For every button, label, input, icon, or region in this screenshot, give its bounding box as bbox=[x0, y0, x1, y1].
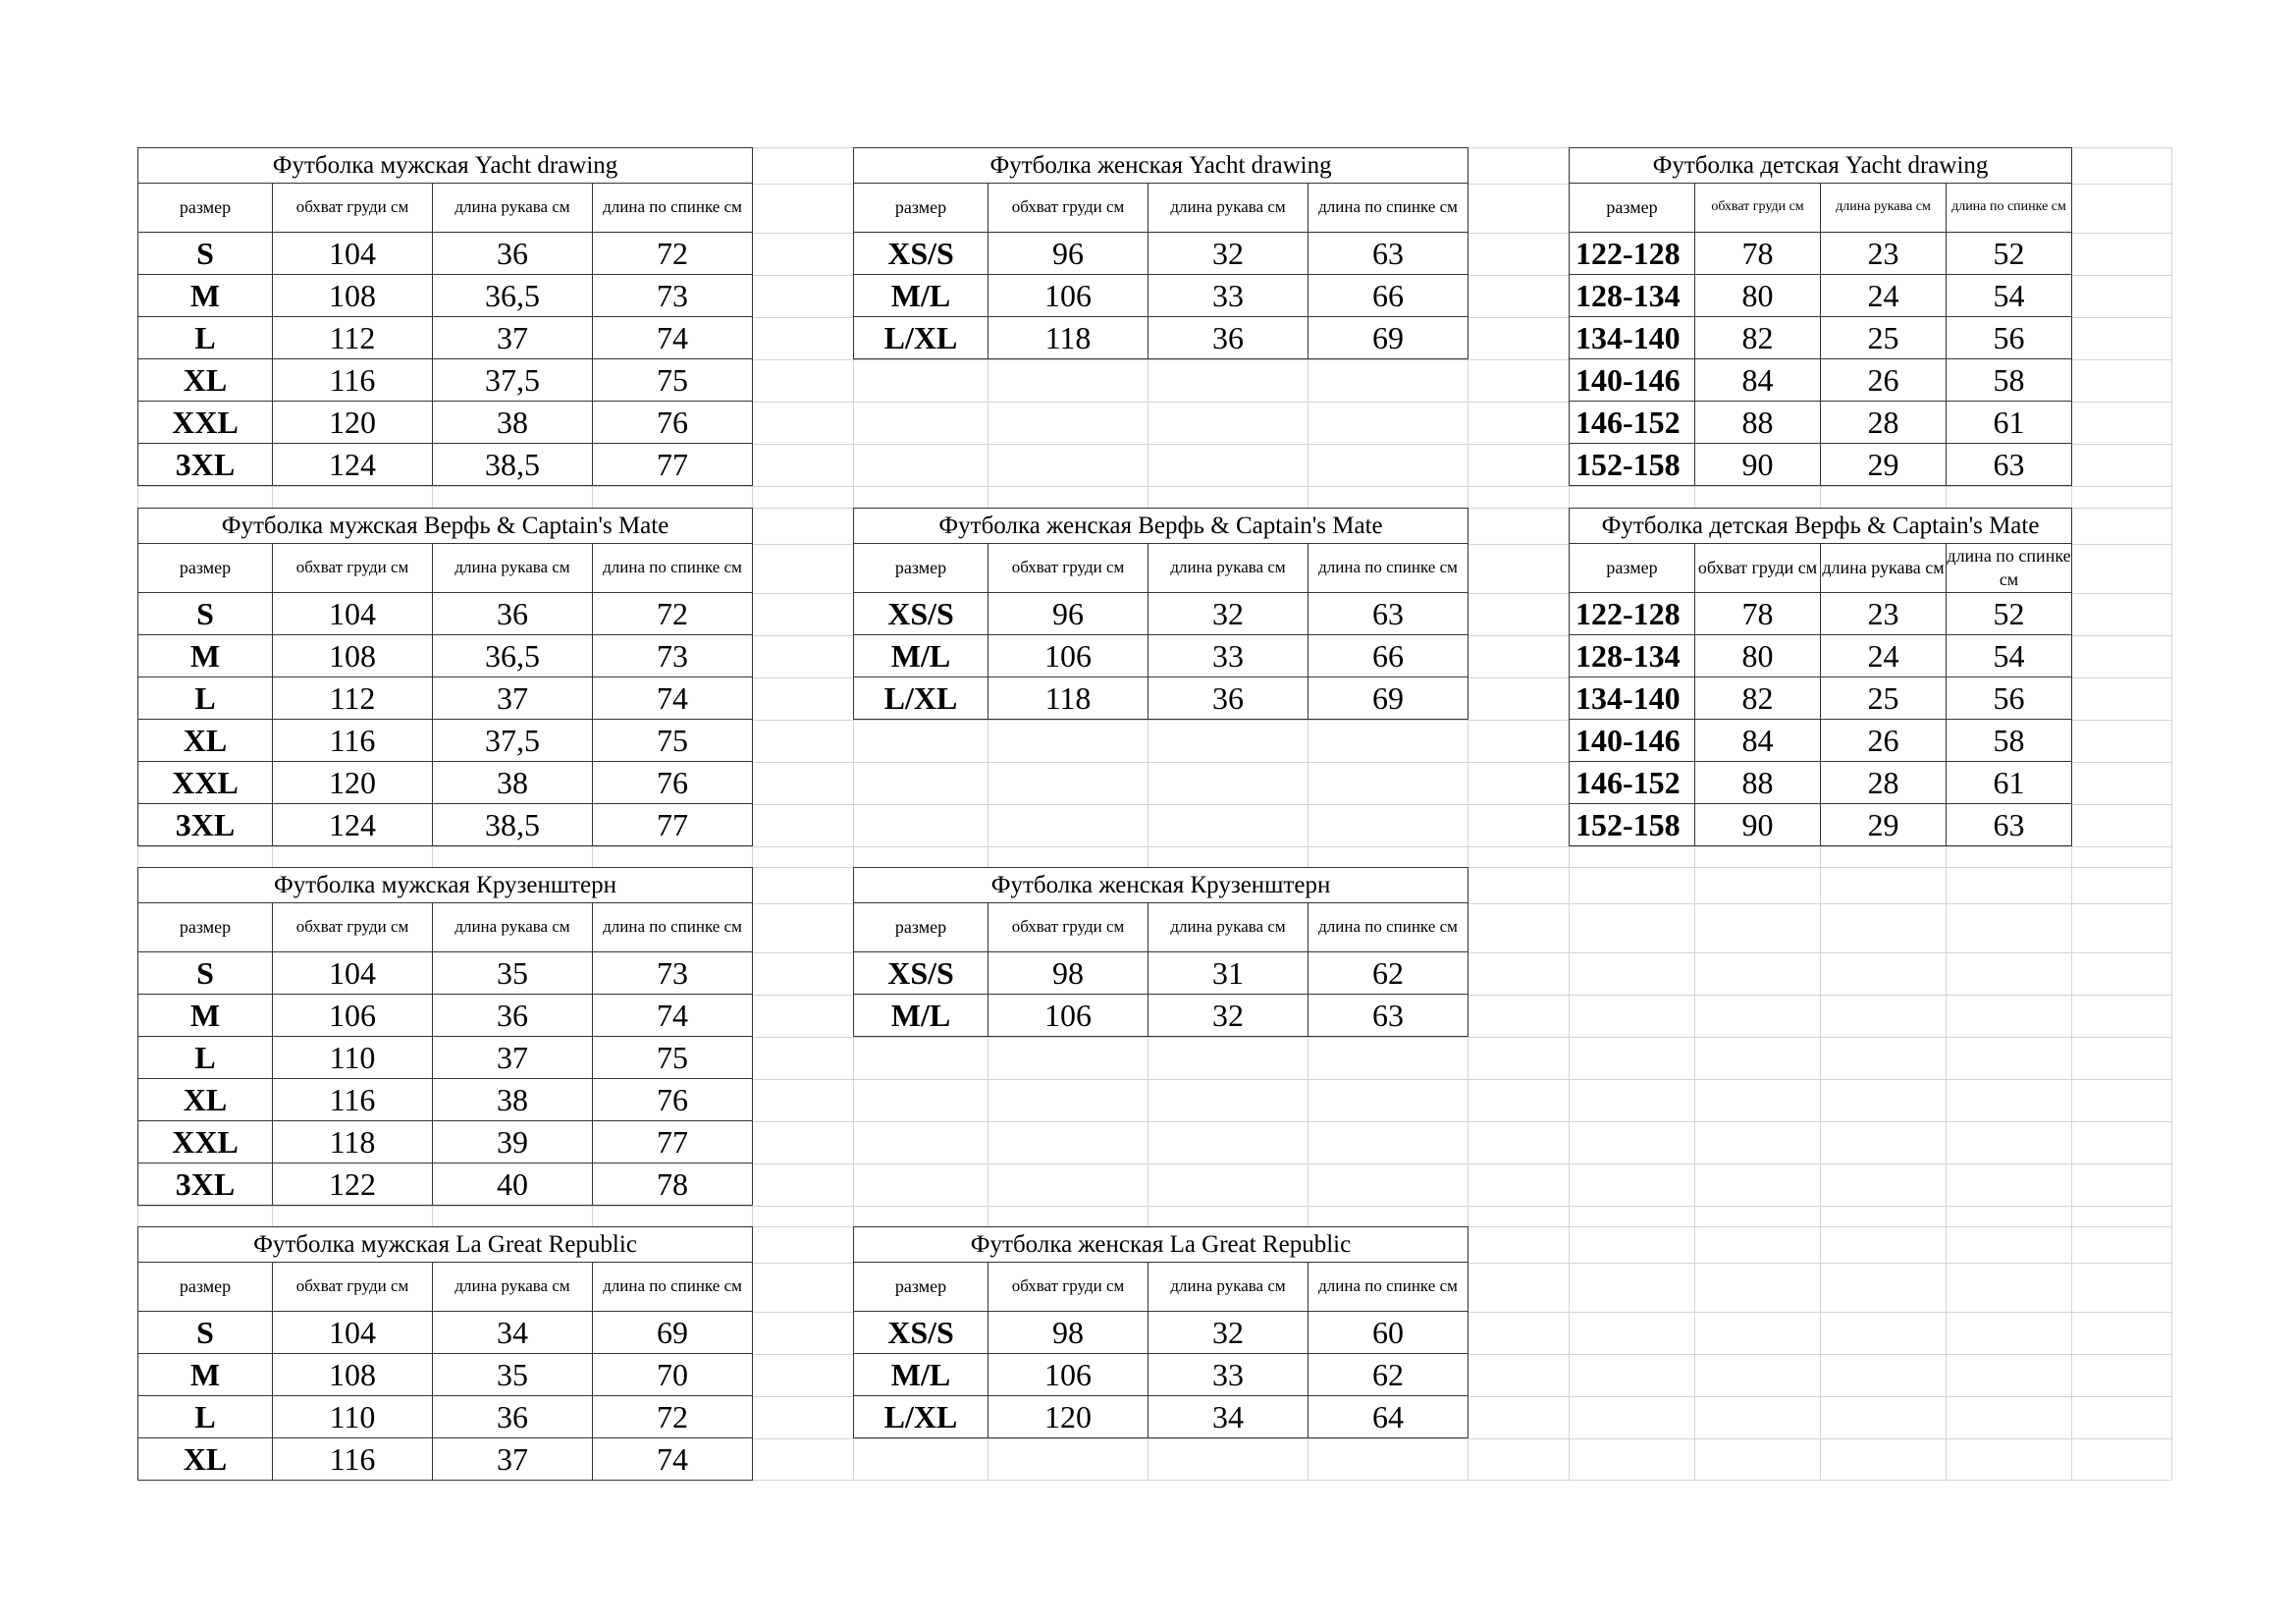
size-cell: 152-158 bbox=[1570, 444, 1695, 486]
size-cell: 146-152 bbox=[1570, 762, 1695, 804]
chest-cell: 88 bbox=[1695, 402, 1821, 444]
size-cell: XXL bbox=[138, 1121, 273, 1163]
back-cell: 70 bbox=[593, 1354, 753, 1396]
chest-cell: 104 bbox=[273, 952, 433, 995]
chest-cell: 96 bbox=[988, 233, 1148, 275]
table-row bbox=[854, 1354, 1468, 1396]
header-sleeve: длина рукава см bbox=[433, 1263, 593, 1312]
header-chest: обхват груди см bbox=[1695, 544, 1821, 593]
size-cell: L bbox=[138, 1396, 273, 1438]
sleeve-cell: 29 bbox=[1821, 804, 1947, 846]
chest-cell: 116 bbox=[273, 359, 433, 402]
table-row bbox=[854, 1312, 1468, 1354]
table-title: Футболка женская Крузенштерн bbox=[854, 868, 1468, 903]
sleeve-cell: 38 bbox=[433, 402, 593, 444]
size-cell: M/L bbox=[854, 275, 988, 317]
header-size: размер bbox=[138, 544, 273, 593]
header-sleeve: длина рукава см bbox=[1148, 903, 1308, 952]
sleeve-cell: 36 bbox=[433, 995, 593, 1037]
back-cell: 76 bbox=[593, 1079, 753, 1121]
size-cell: 152-158 bbox=[1570, 804, 1695, 846]
header-size: размер bbox=[1570, 184, 1695, 233]
chest-cell: 120 bbox=[988, 1396, 1148, 1438]
chest-cell: 120 bbox=[273, 762, 433, 804]
chest-cell: 108 bbox=[273, 635, 433, 677]
header-chest: обхват груди см bbox=[273, 184, 433, 233]
table-row bbox=[1570, 804, 2072, 846]
back-cell: 62 bbox=[1308, 1354, 1468, 1396]
header-sleeve: длина рукава см bbox=[1148, 544, 1308, 593]
header-back: длина по спинке см bbox=[593, 1263, 753, 1312]
table-row bbox=[138, 677, 753, 720]
table-row bbox=[138, 1396, 753, 1438]
table-row bbox=[138, 402, 753, 444]
table-row bbox=[854, 995, 1468, 1037]
sleeve-cell: 36 bbox=[433, 593, 593, 635]
header-sleeve: длина рукава см bbox=[1821, 544, 1947, 593]
back-cell: 63 bbox=[1947, 444, 2072, 486]
back-cell: 69 bbox=[1308, 317, 1468, 359]
table-row bbox=[138, 444, 753, 486]
sleeve-cell: 28 bbox=[1821, 762, 1947, 804]
back-cell: 60 bbox=[1308, 1312, 1468, 1354]
header-size: размер bbox=[854, 184, 988, 233]
table-row bbox=[138, 1354, 753, 1396]
chest-cell: 90 bbox=[1695, 804, 1821, 846]
size-cell: XS/S bbox=[854, 233, 988, 275]
chest-cell: 118 bbox=[988, 317, 1148, 359]
table-row bbox=[1570, 444, 2072, 486]
header-back: длина по спинке см bbox=[1308, 544, 1468, 593]
table-row bbox=[854, 1396, 1468, 1438]
back-cell: 78 bbox=[593, 1163, 753, 1206]
size-cell: L bbox=[138, 1037, 273, 1079]
sleeve-cell: 38 bbox=[433, 1079, 593, 1121]
chest-cell: 80 bbox=[1695, 275, 1821, 317]
size-table-kids-yacht bbox=[1569, 147, 2072, 486]
size-cell: L bbox=[138, 677, 273, 720]
size-cell: L/XL bbox=[854, 1396, 988, 1438]
sleeve-cell: 38,5 bbox=[433, 444, 593, 486]
table-row bbox=[138, 1121, 753, 1163]
chest-cell: 112 bbox=[273, 317, 433, 359]
sleeve-cell: 24 bbox=[1821, 275, 1947, 317]
header-chest: обхват груди см bbox=[988, 903, 1148, 952]
back-cell: 72 bbox=[593, 1396, 753, 1438]
sleeve-cell: 36 bbox=[433, 233, 593, 275]
size-cell: M/L bbox=[854, 995, 988, 1037]
back-cell: 75 bbox=[593, 359, 753, 402]
sleeve-cell: 40 bbox=[433, 1163, 593, 1206]
header-back: длина по спинке см bbox=[1308, 903, 1468, 952]
back-cell: 61 bbox=[1947, 402, 2072, 444]
back-cell: 76 bbox=[593, 762, 753, 804]
chest-cell: 106 bbox=[273, 995, 433, 1037]
size-cell: XXL bbox=[138, 402, 273, 444]
sleeve-cell: 37,5 bbox=[433, 720, 593, 762]
back-cell: 73 bbox=[593, 635, 753, 677]
chest-cell: 112 bbox=[273, 677, 433, 720]
size-table-women-kruzenshtern bbox=[853, 867, 1468, 1037]
sleeve-cell: 23 bbox=[1821, 233, 1947, 275]
sleeve-cell: 24 bbox=[1821, 635, 1947, 677]
header-chest: обхват груди см bbox=[273, 903, 433, 952]
chest-cell: 118 bbox=[988, 677, 1148, 720]
sleeve-cell: 36,5 bbox=[433, 635, 593, 677]
header-back: длина по спинке см bbox=[593, 184, 753, 233]
chest-cell: 124 bbox=[273, 444, 433, 486]
table-row bbox=[138, 995, 753, 1037]
table-row bbox=[854, 677, 1468, 720]
back-cell: 75 bbox=[593, 1037, 753, 1079]
size-cell: M/L bbox=[854, 635, 988, 677]
table-row bbox=[138, 720, 753, 762]
table-row bbox=[854, 635, 1468, 677]
back-cell: 74 bbox=[593, 1438, 753, 1481]
back-cell: 66 bbox=[1308, 635, 1468, 677]
table-row bbox=[138, 952, 753, 995]
header-sleeve: длина рукава см bbox=[1821, 184, 1947, 233]
sleeve-cell: 31 bbox=[1148, 952, 1308, 995]
size-cell: S bbox=[138, 952, 273, 995]
back-cell: 56 bbox=[1947, 317, 2072, 359]
chest-cell: 110 bbox=[273, 1396, 433, 1438]
header-size: размер bbox=[1570, 544, 1695, 593]
back-cell: 73 bbox=[593, 275, 753, 317]
size-table-men-great-republic bbox=[137, 1226, 753, 1481]
back-cell: 66 bbox=[1308, 275, 1468, 317]
back-cell: 63 bbox=[1308, 593, 1468, 635]
back-cell: 77 bbox=[593, 804, 753, 846]
header-chest: обхват груди см bbox=[1695, 184, 1821, 233]
sleeve-cell: 33 bbox=[1148, 635, 1308, 677]
size-cell: 140-146 bbox=[1570, 720, 1695, 762]
back-cell: 62 bbox=[1308, 952, 1468, 995]
back-cell: 73 bbox=[593, 952, 753, 995]
table-row bbox=[138, 359, 753, 402]
chest-cell: 84 bbox=[1695, 720, 1821, 762]
sleeve-cell: 23 bbox=[1821, 593, 1947, 635]
size-cell: 146-152 bbox=[1570, 402, 1695, 444]
sleeve-cell: 26 bbox=[1821, 359, 1947, 402]
back-cell: 52 bbox=[1947, 233, 2072, 275]
size-cell: 3XL bbox=[138, 1163, 273, 1206]
chest-cell: 106 bbox=[988, 1354, 1148, 1396]
sleeve-cell: 28 bbox=[1821, 402, 1947, 444]
sleeve-cell: 32 bbox=[1148, 1312, 1308, 1354]
chest-cell: 120 bbox=[273, 402, 433, 444]
back-cell: 52 bbox=[1947, 593, 2072, 635]
chest-cell: 98 bbox=[988, 1312, 1148, 1354]
chest-cell: 98 bbox=[988, 952, 1148, 995]
table-row bbox=[138, 1438, 753, 1481]
size-table-men-verf bbox=[137, 508, 753, 846]
header-size: размер bbox=[138, 903, 273, 952]
sleeve-cell: 37,5 bbox=[433, 359, 593, 402]
back-cell: 54 bbox=[1947, 275, 2072, 317]
back-cell: 69 bbox=[593, 1312, 753, 1354]
chest-cell: 104 bbox=[273, 1312, 433, 1354]
sleeve-cell: 32 bbox=[1148, 593, 1308, 635]
size-cell: 122-128 bbox=[1570, 593, 1695, 635]
back-cell: 64 bbox=[1308, 1396, 1468, 1438]
sleeve-cell: 32 bbox=[1148, 995, 1308, 1037]
back-cell: 76 bbox=[593, 402, 753, 444]
back-cell: 56 bbox=[1947, 677, 2072, 720]
chest-cell: 104 bbox=[273, 593, 433, 635]
chest-cell: 110 bbox=[273, 1037, 433, 1079]
size-cell: XXL bbox=[138, 762, 273, 804]
table-title: Футболка мужская La Great Republic bbox=[138, 1227, 753, 1263]
chest-cell: 82 bbox=[1695, 317, 1821, 359]
back-cell: 74 bbox=[593, 317, 753, 359]
header-chest: обхват груди см bbox=[988, 544, 1148, 593]
chest-cell: 90 bbox=[1695, 444, 1821, 486]
table-row bbox=[1570, 402, 2072, 444]
table-row bbox=[1570, 720, 2072, 762]
sleeve-cell: 33 bbox=[1148, 1354, 1308, 1396]
sleeve-cell: 34 bbox=[1148, 1396, 1308, 1438]
sleeve-cell: 36 bbox=[1148, 317, 1308, 359]
sleeve-cell: 25 bbox=[1821, 677, 1947, 720]
sleeve-cell: 37 bbox=[433, 677, 593, 720]
size-cell: 140-146 bbox=[1570, 359, 1695, 402]
table-row bbox=[1570, 317, 2072, 359]
chest-cell: 118 bbox=[273, 1121, 433, 1163]
size-cell: L/XL bbox=[854, 317, 988, 359]
chest-cell: 116 bbox=[273, 1438, 433, 1481]
back-cell: 63 bbox=[1947, 804, 2072, 846]
sleeve-cell: 37 bbox=[433, 317, 593, 359]
table-row bbox=[1570, 762, 2072, 804]
sleeve-cell: 38,5 bbox=[433, 804, 593, 846]
back-cell: 77 bbox=[593, 1121, 753, 1163]
table-title: Футболка детская Yacht drawing bbox=[1570, 148, 2072, 184]
header-chest: обхват груди см bbox=[273, 544, 433, 593]
chest-cell: 122 bbox=[273, 1163, 433, 1206]
size-cell: S bbox=[138, 233, 273, 275]
back-cell: 72 bbox=[593, 593, 753, 635]
table-title: Футболка женская Yacht drawing bbox=[854, 148, 1468, 184]
size-cell: XS/S bbox=[854, 952, 988, 995]
header-back: длина по спинке см bbox=[1308, 184, 1468, 233]
table-row bbox=[1570, 275, 2072, 317]
table-row bbox=[138, 1163, 753, 1206]
back-cell: 75 bbox=[593, 720, 753, 762]
table-row bbox=[1570, 635, 2072, 677]
size-cell: XL bbox=[138, 359, 273, 402]
sleeve-cell: 38 bbox=[433, 762, 593, 804]
back-cell: 72 bbox=[593, 233, 753, 275]
table-row bbox=[854, 275, 1468, 317]
size-cell: 128-134 bbox=[1570, 275, 1695, 317]
table-row bbox=[854, 233, 1468, 275]
table-title: Футболка мужская Крузенштерн bbox=[138, 868, 753, 903]
chest-cell: 116 bbox=[273, 1079, 433, 1121]
table-row bbox=[138, 635, 753, 677]
table-row bbox=[138, 1312, 753, 1354]
back-cell: 74 bbox=[593, 677, 753, 720]
back-cell: 54 bbox=[1947, 635, 2072, 677]
chest-cell: 106 bbox=[988, 275, 1148, 317]
size-cell: M bbox=[138, 275, 273, 317]
back-cell: 69 bbox=[1308, 677, 1468, 720]
table-row bbox=[138, 1037, 753, 1079]
size-table-kids-verf bbox=[1569, 508, 2072, 846]
table-row bbox=[1570, 593, 2072, 635]
table-title: Футболка мужская Верфь & Captain's Mate bbox=[138, 509, 753, 544]
chest-cell: 106 bbox=[988, 995, 1148, 1037]
size-cell: XL bbox=[138, 1438, 273, 1481]
table-row bbox=[138, 593, 753, 635]
chest-cell: 108 bbox=[273, 275, 433, 317]
size-cell: M/L bbox=[854, 1354, 988, 1396]
sleeve-cell: 29 bbox=[1821, 444, 1947, 486]
chest-cell: 78 bbox=[1695, 593, 1821, 635]
header-back: длина по спинке см bbox=[1947, 184, 2072, 233]
header-size: размер bbox=[138, 1263, 273, 1312]
back-cell: 58 bbox=[1947, 720, 2072, 762]
sleeve-cell: 32 bbox=[1148, 233, 1308, 275]
table-row bbox=[1570, 233, 2072, 275]
header-sleeve: длина рукава см bbox=[433, 544, 593, 593]
table-row bbox=[854, 952, 1468, 995]
size-cell: 128-134 bbox=[1570, 635, 1695, 677]
sleeve-cell: 36,5 bbox=[433, 275, 593, 317]
sleeve-cell: 37 bbox=[433, 1438, 593, 1481]
sleeve-cell: 26 bbox=[1821, 720, 1947, 762]
size-cell: 122-128 bbox=[1570, 233, 1695, 275]
sleeve-cell: 35 bbox=[433, 1354, 593, 1396]
header-sleeve: длина рукава см bbox=[433, 903, 593, 952]
chest-cell: 106 bbox=[988, 635, 1148, 677]
chest-cell: 104 bbox=[273, 233, 433, 275]
table-title: Футболка детская Верфь & Captain's Mate bbox=[1570, 509, 2072, 544]
header-back: длина по спинке см bbox=[1947, 544, 2072, 593]
back-cell: 63 bbox=[1308, 995, 1468, 1037]
size-cell: 134-140 bbox=[1570, 317, 1695, 359]
header-sleeve: длина рукава см bbox=[433, 184, 593, 233]
size-cell: XS/S bbox=[854, 593, 988, 635]
sleeve-cell: 25 bbox=[1821, 317, 1947, 359]
header-sleeve: длина рукава см bbox=[1148, 1263, 1308, 1312]
sleeve-cell: 36 bbox=[1148, 677, 1308, 720]
size-cell: XS/S bbox=[854, 1312, 988, 1354]
size-cell: 134-140 bbox=[1570, 677, 1695, 720]
size-cell: L bbox=[138, 317, 273, 359]
header-back: длина по спинке см bbox=[593, 544, 753, 593]
size-cell: M bbox=[138, 635, 273, 677]
header-back: длина по спинке см bbox=[593, 903, 753, 952]
size-table-women-yacht bbox=[853, 147, 1468, 359]
table-row bbox=[138, 317, 753, 359]
back-cell: 77 bbox=[593, 444, 753, 486]
sleeve-cell: 34 bbox=[433, 1312, 593, 1354]
back-cell: 63 bbox=[1308, 233, 1468, 275]
table-row bbox=[1570, 677, 2072, 720]
chest-cell: 116 bbox=[273, 720, 433, 762]
sleeve-cell: 36 bbox=[433, 1396, 593, 1438]
size-cell: 3XL bbox=[138, 444, 273, 486]
back-cell: 74 bbox=[593, 995, 753, 1037]
header-size: размер bbox=[138, 184, 273, 233]
table-row bbox=[138, 804, 753, 846]
chest-cell: 80 bbox=[1695, 635, 1821, 677]
chest-cell: 108 bbox=[273, 1354, 433, 1396]
size-table-women-great-republic bbox=[853, 1226, 1468, 1438]
size-cell: XL bbox=[138, 1079, 273, 1121]
table-row bbox=[138, 762, 753, 804]
header-chest: обхват груди см bbox=[988, 184, 1148, 233]
header-chest: обхват груди см bbox=[988, 1263, 1148, 1312]
size-cell: M bbox=[138, 995, 273, 1037]
header-size: размер bbox=[854, 1263, 988, 1312]
size-cell: L/XL bbox=[854, 677, 988, 720]
table-row bbox=[138, 233, 753, 275]
size-table-women-verf bbox=[853, 508, 1468, 720]
table-row bbox=[854, 593, 1468, 635]
table-row bbox=[138, 1079, 753, 1121]
back-cell: 58 bbox=[1947, 359, 2072, 402]
table-row bbox=[1570, 359, 2072, 402]
table-row bbox=[138, 275, 753, 317]
size-cell: M bbox=[138, 1354, 273, 1396]
header-sleeve: длина рукава см bbox=[1148, 184, 1308, 233]
chest-cell: 78 bbox=[1695, 233, 1821, 275]
chest-cell: 88 bbox=[1695, 762, 1821, 804]
header-back: длина по спинке см bbox=[1308, 1263, 1468, 1312]
sleeve-cell: 33 bbox=[1148, 275, 1308, 317]
table-title: Футболка женская Верфь & Captain's Mate bbox=[854, 509, 1468, 544]
size-cell: S bbox=[138, 1312, 273, 1354]
sleeve-cell: 39 bbox=[433, 1121, 593, 1163]
back-cell: 61 bbox=[1947, 762, 2072, 804]
size-table-men-kruzenshtern bbox=[137, 867, 753, 1206]
table-title: Футболка женская La Great Republic bbox=[854, 1227, 1468, 1263]
header-size: размер bbox=[854, 544, 988, 593]
header-chest: обхват груди см bbox=[273, 1263, 433, 1312]
table-title: Футболка мужская Yacht drawing bbox=[138, 148, 753, 184]
chest-cell: 96 bbox=[988, 593, 1148, 635]
size-table-men-yacht bbox=[137, 147, 753, 486]
sleeve-cell: 37 bbox=[433, 1037, 593, 1079]
size-cell: 3XL bbox=[138, 804, 273, 846]
size-cell: XL bbox=[138, 720, 273, 762]
header-size: размер bbox=[854, 903, 988, 952]
chest-cell: 84 bbox=[1695, 359, 1821, 402]
size-cell: S bbox=[138, 593, 273, 635]
chest-cell: 124 bbox=[273, 804, 433, 846]
chest-cell: 82 bbox=[1695, 677, 1821, 720]
sleeve-cell: 35 bbox=[433, 952, 593, 995]
table-row bbox=[854, 317, 1468, 359]
